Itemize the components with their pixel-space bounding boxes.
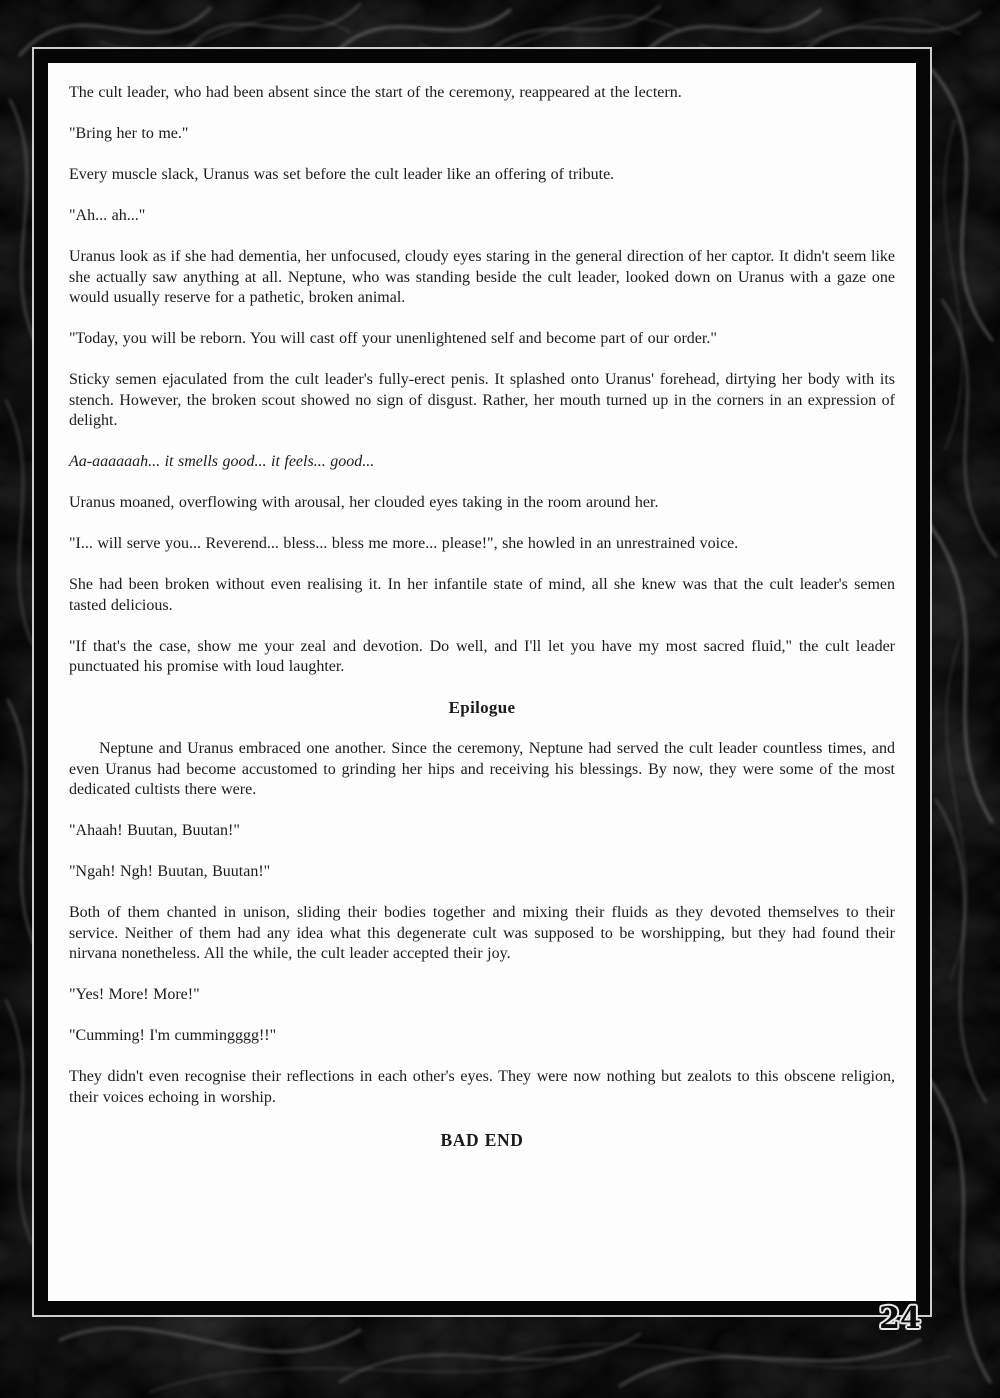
story-paragraph: "Today, you will be reborn. You will cast off your unenlightened self and become part of our order." [69,330,717,347]
story-paragraph: Uranus moaned, overflowing with arousal, her clouded eyes taking in the room around her. [69,494,659,511]
story-paragraph: "Yes! More! More!" [69,986,200,1003]
page-frame [34,49,930,1315]
page-content [48,63,916,1151]
story-paragraph: She had been broken without even realising it. In her infantile state of mind, all she knew was that the cult leader's semen tasted delicious. [69,576,895,614]
ending-title: BAD END [440,1130,524,1150]
story-paragraph: "Cumming! I'm cummingggg!!" [69,1027,277,1044]
story-paragraph: "Bring her to me." [69,125,189,142]
story-paragraph: Sticky semen ejaculated from the cult leader's fully-erect penis. It splashed onto Uranus' forehead, dirtying her body with its stench. However, the broken scout showed no sign of disgust. Rather, her mouth turned up in the corners in an expression of delight. [69,371,895,429]
story-paragraph: They didn't even recognise their reflections in each other's eyes. They were now nothing but zealots to this obscene religion, their voices echoing in worship. [69,1068,895,1106]
story-paragraph: Neptune and Uranus embraced one another. Since the ceremony, Neptune had served the cult leader countless times, and even Uranus had become accustomed to grinding her hips and receiving his blessings. By now, they were some of the most dedicated cultists there were. [69,740,895,798]
story-paragraph: "I... will serve you... Reverend... bless... bless me more... please!", she howled in an unrestrained voice. [69,535,739,552]
story-paragraph: "Ahaah! Buutan, Buutan!" [69,822,240,839]
story-paragraph: "If that's the case, show me your zeal and devotion. Do well, and I'll let you have my most sacred fluid," the cult leader punctuated his promise with loud laughter. [69,637,895,675]
story-paragraph: Every muscle slack, Uranus was set before the cult leader like an offering of tribute. [69,166,615,183]
story-paragraph: "Ngah! Ngh! Buutan, Buutan!" [69,863,271,880]
section-heading: Epilogue [448,698,516,717]
story-paragraph: Aa-aaaaaah... it smells good... it feels... good... [69,453,375,470]
story-paragraph: Uranus look as if she had dementia, her unfocused, cloudy eyes staring in the general direction of her captor. It didn't seem like she actually saw anything at all. Neptune, who was standing beside the cult leader, looked down on Uranus with a gaze one would usually reserve for a pathetic, broken animal. [69,248,895,306]
story-paragraph: "Ah... ah..." [69,207,146,224]
page-number: 24 [879,1301,921,1336]
story-paragraph: Both of them chanted in unison, sliding their bodies together and mixing their fluids as they devoted themselves to their service. Neither of them had any idea what this degenerate cult was supposed to be worshipping, but they had found their nirvana nonetheless. All the while, the cult leader accepted their joy. [69,904,895,962]
story-paragraph: The cult leader, who had been absent since the start of the ceremony, reappeared at the lectern. [69,84,682,101]
